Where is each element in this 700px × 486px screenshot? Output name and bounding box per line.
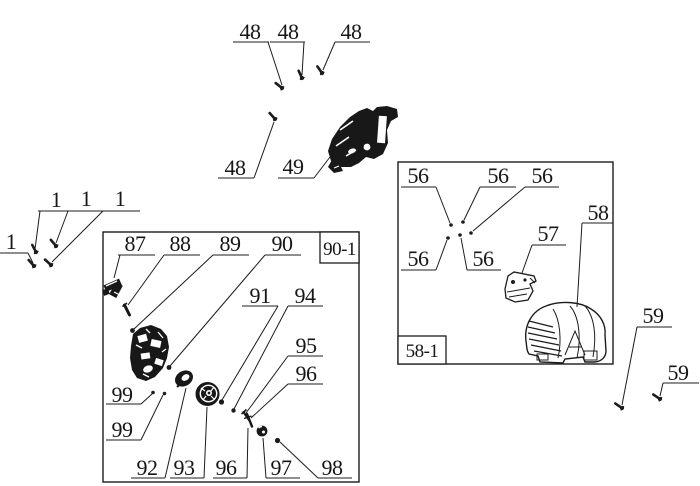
screw-1 [30,244,39,255]
screw-59 [614,401,625,411]
callout-number: 57 [537,220,559,246]
callout-48 [233,19,282,85]
callout-number: 91 [249,282,271,308]
callout-number: 58 [587,199,609,225]
callout-number: 49 [282,153,304,179]
callout-number: 48 [224,154,246,180]
callout-number: 97 [270,454,292,480]
callout-number: 99 [111,416,133,442]
callout-93 [170,407,207,480]
callout-87 [114,231,155,278]
callout-number: 99 [111,381,133,407]
leader-line [56,211,68,243]
leader-line [436,240,447,270]
ball-94 [231,408,235,412]
callout-96 [213,428,248,480]
callout-number: 48 [277,18,299,44]
callout-number: 95 [295,332,317,358]
pin-98 [275,438,280,443]
dot-56 [446,236,450,240]
callout-number: 48 [340,18,362,44]
callout-number: 96 [215,454,237,480]
leader-line [114,255,120,278]
leader-line [263,438,266,478]
leader-line [660,383,663,396]
leader-line [141,395,163,440]
leader-line [246,356,288,413]
callout-number: 56 [472,245,494,271]
leader-line [234,306,288,409]
leader-line [204,407,207,478]
callout-number: 1 [50,186,62,212]
callout-number: 1 [80,185,92,211]
leader-line [134,255,213,329]
leader-line [622,327,637,405]
leader-line [461,238,467,270]
dot-56 [469,231,473,235]
callout-56 [401,240,447,271]
leader-line [268,42,282,85]
callout-48 [218,122,274,180]
callout-48 [270,19,305,75]
callout-number: 56 [531,162,553,188]
callout-56 [401,163,450,223]
part-87-drawing [102,279,123,298]
callout-number: 96 [295,360,317,386]
screw-48 [274,81,285,91]
callout-number: 1 [114,185,126,211]
callout-56 [464,163,516,220]
callout-number: 88 [169,230,191,256]
callout-89 [134,231,249,329]
leader-line [254,122,274,178]
leader-line [522,245,532,273]
leader-line [314,157,330,178]
part-49-drawing [328,106,398,173]
group-box-label: 90-1 [323,238,356,260]
leader-line [302,42,304,75]
leader-line [473,187,525,231]
dot-56 [449,223,453,227]
leader-line [128,255,164,305]
leader-line [170,255,265,366]
callout-number: 87 [124,230,146,256]
group-box-label: 58-1 [405,340,439,362]
leader-line [251,384,288,418]
callout-1 [56,186,91,243]
callout-58 [577,200,613,307]
callout-49 [278,154,330,179]
part-90-drawing [130,325,169,381]
screw-48 [268,111,279,122]
leader-line [323,42,335,70]
dot-99 [163,392,167,396]
leader-line [222,306,278,400]
leader-line [35,211,40,249]
callout-99 [106,382,152,407]
leader-line [141,394,152,404]
callout-59 [622,303,672,405]
ball-91 [219,399,224,404]
callout-number: 1 [5,228,17,254]
callout-56 [461,238,501,271]
dot-56 [458,233,462,237]
callout-1 [0,229,33,263]
screw-1 [49,238,59,249]
leader-line [247,428,248,478]
callout-57 [522,221,566,273]
part-93-drawing [196,382,220,406]
callout-number: 56 [407,245,429,271]
callout-96 [251,361,323,418]
part-58-drawing [526,302,606,363]
callout-number: 93 [173,454,195,480]
leader-line [436,187,450,223]
callout-number: 59 [642,302,664,328]
callout-number: 56 [487,162,509,188]
leader-line [52,211,103,262]
callout-number: 59 [667,359,689,385]
callout-number: 90 [271,230,293,256]
callout-48 [323,19,370,70]
part-57-drawing [505,272,536,302]
callout-number: 98 [321,454,343,480]
dot-56 [461,220,465,224]
screw-48 [315,65,325,76]
callout-number: 48 [239,18,261,44]
callout-97 [263,438,300,480]
callout-number: 92 [136,454,158,480]
part-92-drawing [172,367,196,390]
screw-59 [652,392,663,402]
callout-59 [660,360,699,396]
leader-line [577,223,582,307]
callout-number: 94 [294,282,316,308]
screw-48 [296,70,305,81]
callout-number: 89 [219,230,241,256]
leader-line [464,187,480,220]
part-97-drawing [257,426,268,437]
screw-1 [43,258,54,269]
callout-number: 56 [407,162,429,188]
